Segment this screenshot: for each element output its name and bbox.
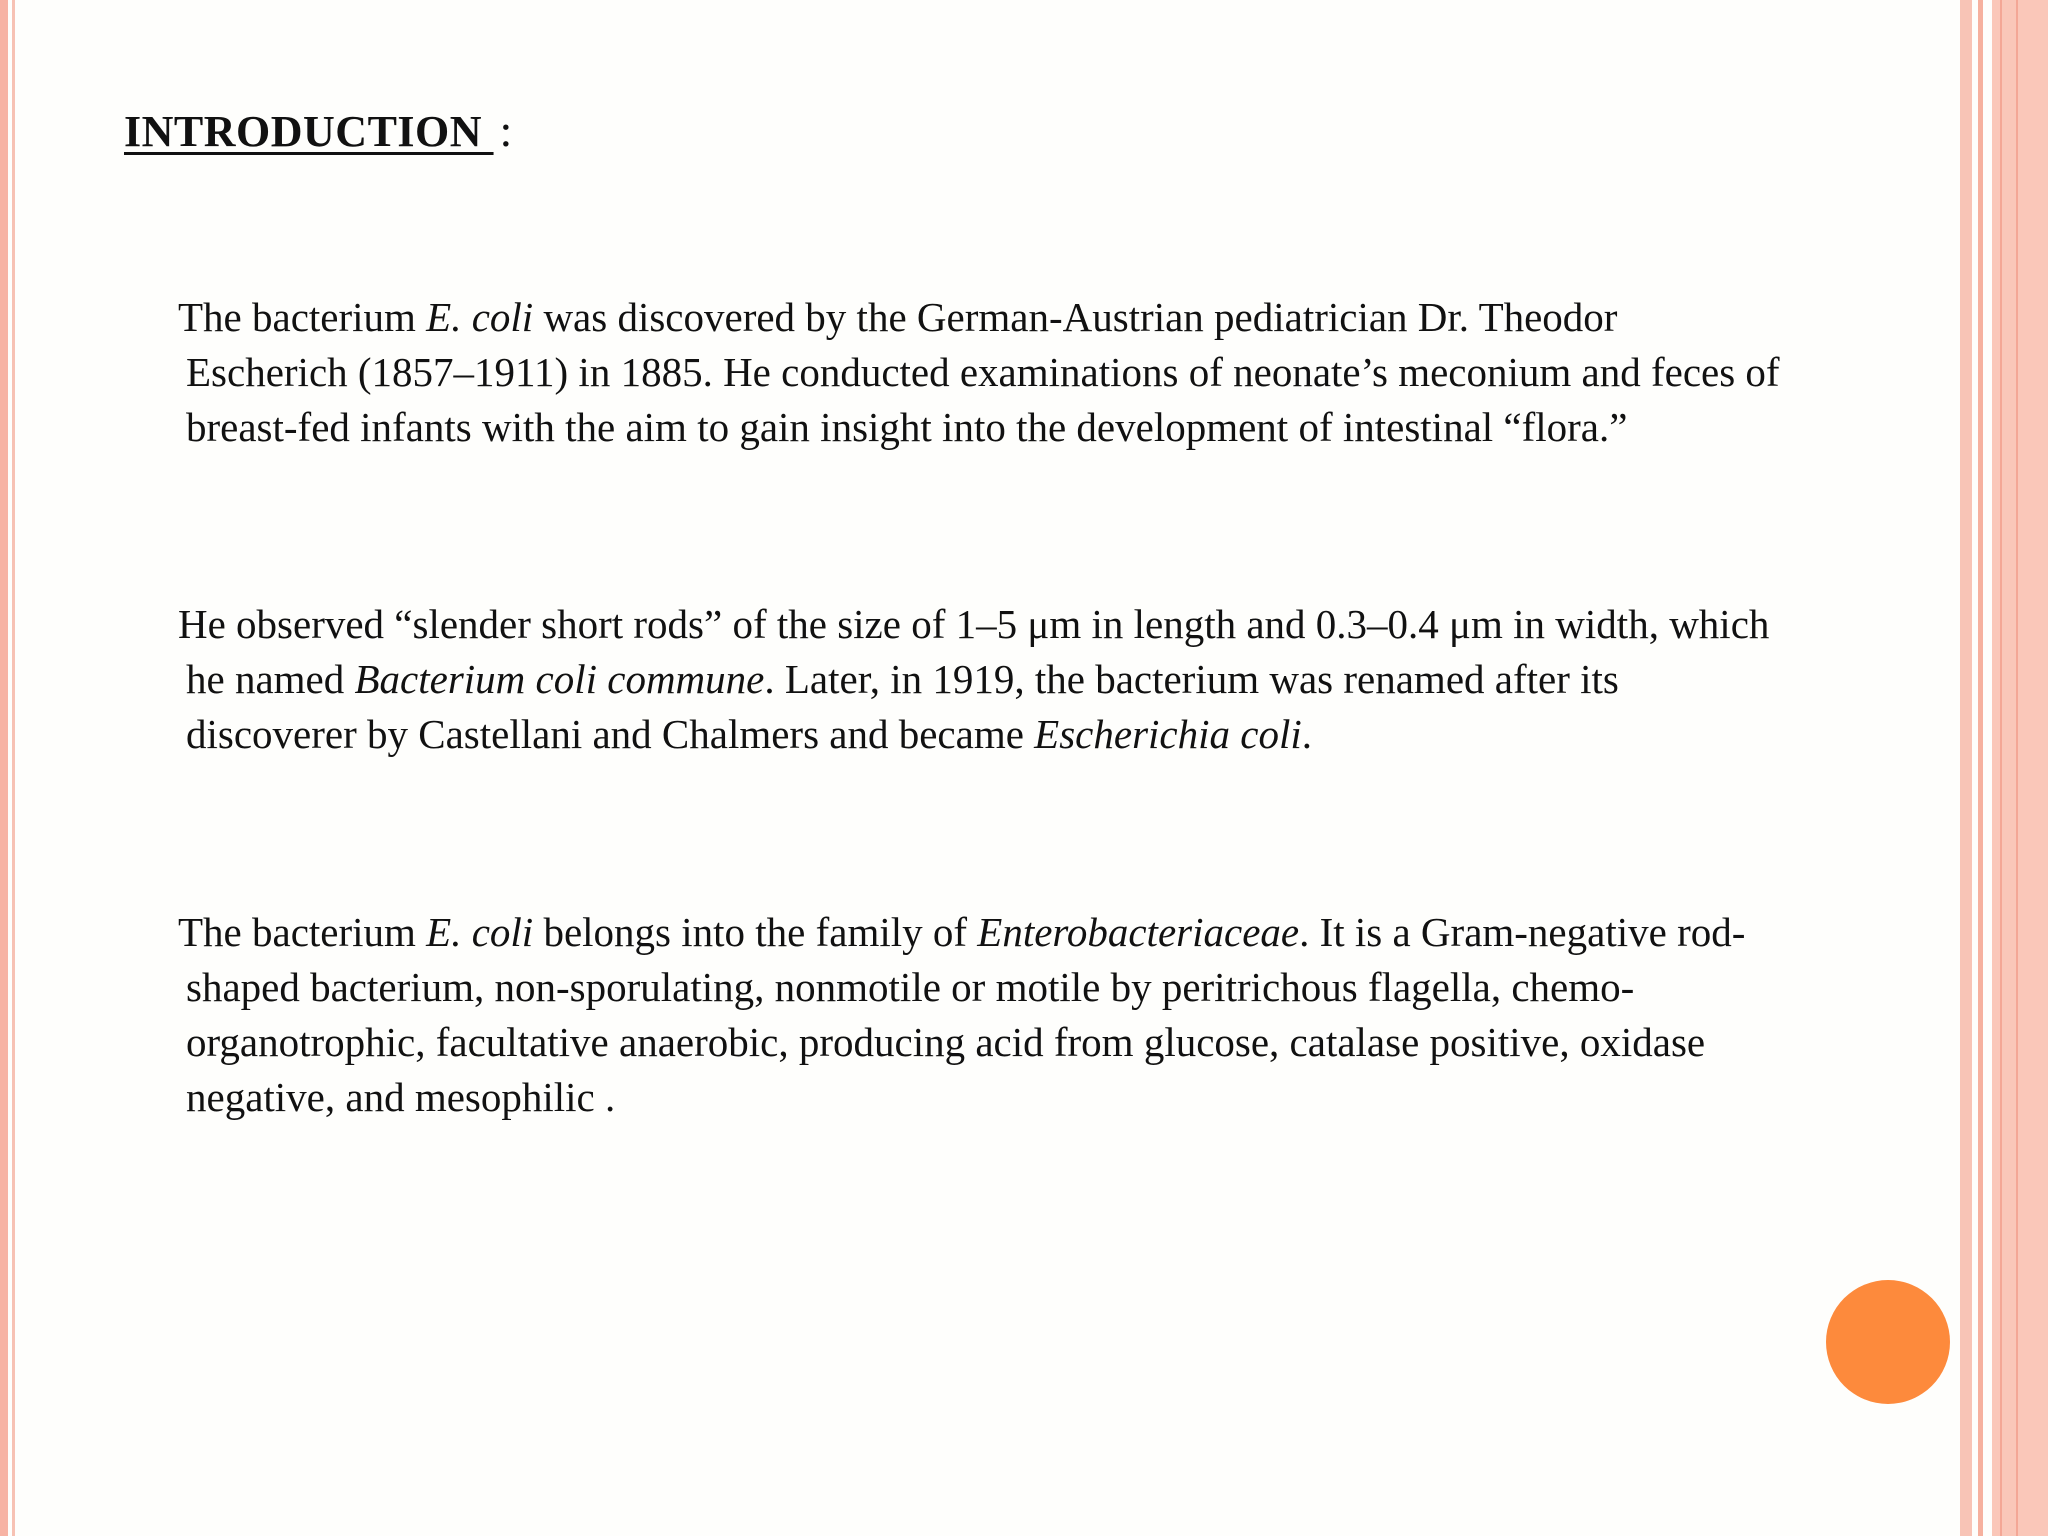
text-segment-italic: E. coli [426, 294, 534, 340]
decorative-orange-circle [1826, 1280, 1950, 1404]
right-border-thin-line [2016, 0, 2018, 1536]
slide-title-text: INTRODUCTION [124, 107, 494, 156]
paragraph-discovery [176, 290, 1786, 455]
text-segment: . Later, in 1919, the bacterium was renamed after its discoverer by Castellani and Chalmers and became [186, 656, 1619, 757]
text-segment-italic: E. coli [426, 909, 534, 955]
right-border-thin-line [2000, 0, 2002, 1536]
text-segment: The bacterium [178, 909, 427, 955]
text-segment: . It is a Gram-negative rod-shaped bacterium, non-sporulating, nonmotile or motile by peritrichous flagella, chemo-organotrophic, facultative anaerobic, producing acid from glucose, catalase positive, oxidase negative, and mesophilic . [186, 909, 1746, 1120]
paragraph-naming [176, 597, 1786, 762]
slide-title [124, 104, 513, 157]
text-segment: belongs into the family of [533, 909, 978, 955]
text-segment-italic: Enterobacteriaceae [977, 909, 1300, 955]
paragraph-classification [176, 905, 1786, 1125]
left-border-stripe [0, 0, 8, 1536]
text-segment: . [1301, 711, 1312, 757]
right-border-line [1978, 0, 1983, 1536]
slide-title-colon: : [499, 105, 513, 156]
text-segment: He observed “slender short rods” of the size of 1–5 μm in length and 0.3–0.4 μm in width, which he named [178, 601, 1770, 702]
left-border-line [12, 0, 15, 1536]
text-segment: The bacterium [178, 294, 427, 340]
text-segment: was discovered by the German-Austrian pediatrician Dr. Theodor Escherich (1857–1911) in 1885. He conducted examinations of neonate’s meconium and feces of breast-fed infants with the aim to gain insight into the development of intestinal “flora.” [186, 294, 1780, 450]
text-segment-italic: Bacterium coli commune [354, 656, 765, 702]
text-segment-italic: Escherichia coli [1034, 711, 1302, 757]
right-border-band [1960, 0, 1972, 1536]
